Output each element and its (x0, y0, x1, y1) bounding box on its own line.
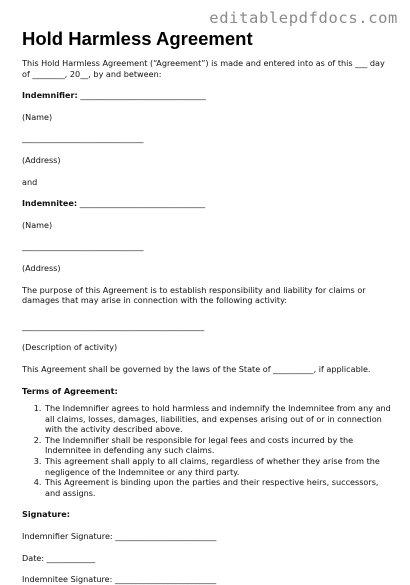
activity-label: (Description of activity) (22, 342, 118, 353)
terms-heading: Terms of Agreement: (22, 385, 118, 396)
indemnifier-row (22, 90, 394, 101)
term-item: 1. The Indemnifier agrees to hold harmless and indemnify the Indemnitee from any and all claims, losses, damages, liabilities, and expenses arising out of or in connection with the activity described above. (44, 403, 394, 435)
term-item: 3. This agreement shall apply to all claims, regardless of whether they arise from the negligence of the Indemnitee or any third party. (44, 456, 394, 477)
intro-paragraph: This Hold Harmless Agreement (“Agreement”) is made and entered into as of this ___ day of ________, 20__, by and between: (22, 58, 388, 79)
name-label-1: (Name) (22, 111, 53, 122)
and-text: and (22, 176, 38, 187)
indemnitee-signature-line[interactable]: Indemnitee Signature: _________________________ (22, 574, 217, 585)
purpose-paragraph: The purpose of this Agreement is to establish responsibility and liability for claims or damages that may arise in connection with the following activity: (22, 284, 369, 306)
term-item: 2. The Indemnifier shall be responsible for legal fees and costs incurred by the Indemnitee in defending any such claims. (44, 435, 394, 456)
terms-list (34, 403, 394, 498)
date-line[interactable]: Date: ____________ (22, 552, 96, 563)
indemnifier-label: Indemnifier: (22, 90, 78, 101)
site-watermark: editablepdfdocs.com (209, 9, 398, 27)
document-title: Hold Harmless Agreement (22, 28, 253, 49)
governing-law-paragraph: This Agreement shall be governed by the laws of the State of __________, if applicable. (22, 363, 371, 374)
indemnifier-address-line[interactable]: ______________________________ (22, 133, 144, 144)
term-item: 4. This Agreement is binding upon the parties and their respective heirs, successors, and assigns. (44, 477, 394, 498)
indemnitee-address-line[interactable]: ______________________________ (22, 241, 144, 252)
indemnitee-name-line[interactable]: _______________________________ (77, 198, 206, 209)
activity-description-line[interactable]: _____________________________________________ (22, 320, 205, 331)
indemnifier-name-line[interactable]: _______________________________ (77, 90, 206, 101)
indemnifier-signature-line[interactable]: Indemnifier Signature: _________________________ (22, 531, 217, 542)
agreement-body (22, 58, 394, 585)
address-label-1: (Address) (22, 154, 61, 165)
name-label-2: (Name) (22, 219, 53, 230)
indemnitee-label: Indemnitee: (22, 198, 78, 209)
address-label-2: (Address) (22, 262, 61, 273)
signature-heading: Signature: (22, 509, 70, 520)
indemnitee-row (22, 198, 394, 209)
